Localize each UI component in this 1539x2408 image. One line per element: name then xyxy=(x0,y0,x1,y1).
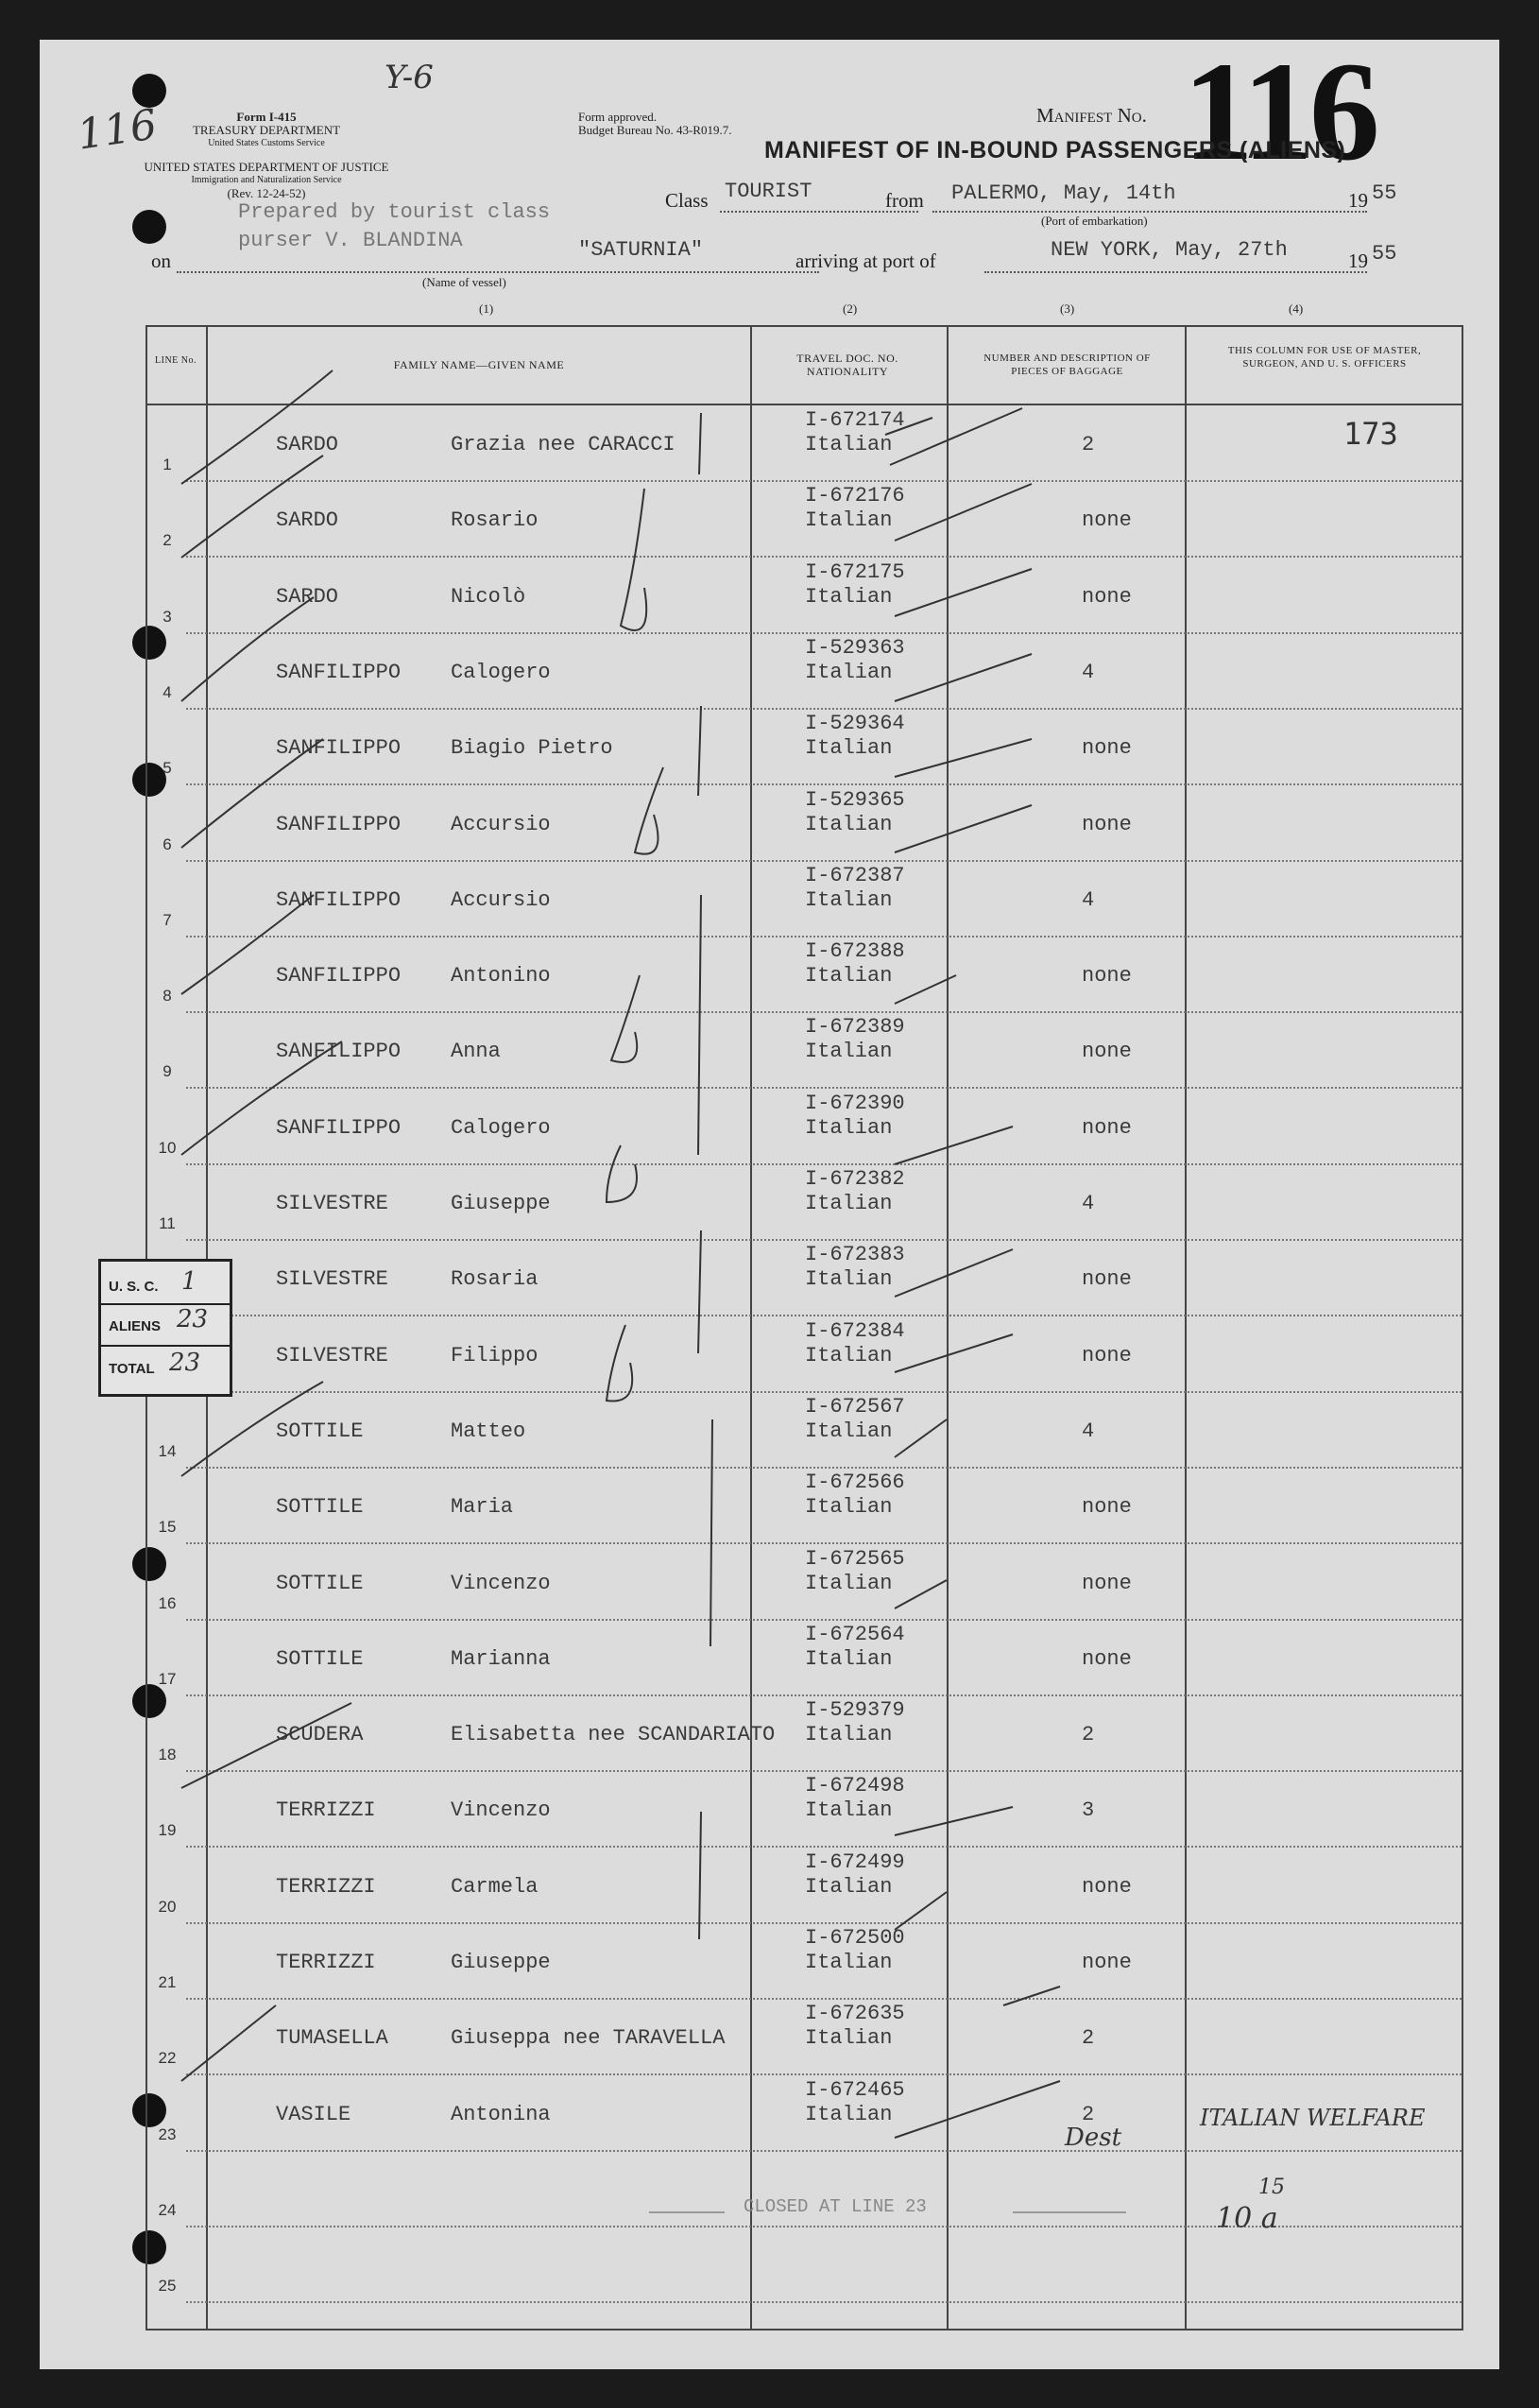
given-name: Anna xyxy=(451,1040,501,1064)
binder-hole xyxy=(132,210,166,244)
travel-doc xyxy=(805,1850,905,1900)
given-name: Marianna xyxy=(451,1646,551,1671)
baggage-count: 2 xyxy=(1082,2026,1095,2051)
given-name: Accursio xyxy=(451,887,551,912)
corner-page-number: 116 xyxy=(74,100,161,160)
year-prefix-2: 19 xyxy=(1348,249,1368,272)
baggage-count: none xyxy=(1082,812,1132,836)
col-num-3: (3) xyxy=(1060,301,1075,316)
doc-number: I-672564 xyxy=(805,1622,905,1646)
nationality: Italian xyxy=(805,1951,893,1974)
closed-note: CLOSED AT LINE 23 xyxy=(744,2196,927,2217)
nationality: Italian xyxy=(805,1646,893,1671)
doj-label: UNITED STATES DEPARTMENT OF JUSTICE xyxy=(144,160,389,174)
given-name: Grazia nee CARACCI xyxy=(451,433,675,456)
line-number: 4 xyxy=(162,682,172,701)
prepared-by: Prepared by tourist class xyxy=(238,200,551,224)
line-number: 25 xyxy=(158,2277,177,2296)
usc-label: U. S. C. xyxy=(109,1279,159,1295)
line-number: 15 xyxy=(158,1518,177,1537)
family-name: TERRIZZI xyxy=(276,1951,376,1974)
family-name: SARDO xyxy=(276,508,339,533)
nationality: Italian xyxy=(805,2102,893,2126)
aliens-count-stamp xyxy=(98,1259,232,1397)
closed-dash-left xyxy=(649,2211,725,2213)
line-number: 23 xyxy=(158,2124,177,2143)
travel-doc xyxy=(805,1395,905,1444)
line-number: 22 xyxy=(158,2049,177,2068)
travel-doc xyxy=(805,2002,905,2051)
doc-number: I-529363 xyxy=(805,635,905,660)
nationality: Italian xyxy=(805,1495,893,1520)
given-name: Maria xyxy=(451,1495,514,1520)
baggage-count: none xyxy=(1082,1874,1132,1899)
family-name: SANFILIPPO xyxy=(276,660,402,684)
baggage-count: 4 xyxy=(1082,887,1095,912)
baggage-count: none xyxy=(1082,508,1132,533)
travel-doc xyxy=(805,1471,905,1520)
doc-number: I-672383 xyxy=(805,1243,905,1267)
doc-number: I-672500 xyxy=(805,1926,905,1950)
nationality: Italian xyxy=(805,584,893,609)
year-prefix-1: 19 xyxy=(1348,189,1368,212)
binder-hole xyxy=(132,2230,166,2264)
nationality: Italian xyxy=(805,1571,893,1595)
baggage-count: none xyxy=(1082,736,1132,761)
baggage-count: none xyxy=(1082,1343,1132,1367)
arriving-label: arriving at port of xyxy=(795,249,936,272)
family-name: VASILE xyxy=(276,2102,351,2126)
table-row xyxy=(162,482,1462,558)
aliens-label: ALIENS xyxy=(109,1318,162,1334)
from-value: PALERMO, May, 14th xyxy=(951,181,1176,205)
bottom-number: 10 a xyxy=(1216,2202,1278,2235)
travel-doc xyxy=(805,1092,905,1141)
doc-number: I-672176 xyxy=(805,484,905,508)
total-value: 23 xyxy=(169,1349,201,1377)
line-number: 20 xyxy=(158,1897,177,1916)
approval-block xyxy=(578,111,731,137)
baggage-count: 2 xyxy=(1082,2102,1095,2126)
travel-doc xyxy=(805,1547,905,1596)
nationality: Italian xyxy=(805,1874,893,1899)
port-embarkation-label: (Port of embarkation) xyxy=(1041,214,1148,228)
travel-doc xyxy=(805,864,905,913)
given-name: Filippo xyxy=(451,1343,539,1367)
given-name: Accursio xyxy=(451,812,551,836)
baggage-count: none xyxy=(1082,1267,1132,1292)
nationality: Italian xyxy=(805,433,893,456)
line-number: 14 xyxy=(158,1441,177,1460)
binder-hole xyxy=(132,1547,166,1581)
aliens-value: 23 xyxy=(177,1305,209,1333)
table-row xyxy=(158,1772,1462,1848)
baggage-count: none xyxy=(1082,1115,1132,1140)
bottom-number-sup: 15 xyxy=(1258,2176,1285,2199)
baggage-count: none xyxy=(1082,1646,1132,1671)
col-num-1: (1) xyxy=(479,301,494,316)
doc-number: I-672390 xyxy=(805,1091,905,1115)
family-name: SANFILIPPO xyxy=(276,887,402,912)
family-name: SILVESTRE xyxy=(276,1267,388,1292)
baggage-count: 4 xyxy=(1082,1192,1095,1215)
table-row xyxy=(162,937,1462,1013)
line-number: 11 xyxy=(159,1214,176,1232)
given-name: Elisabetta nee SCANDARIATO xyxy=(451,1723,776,1747)
family-name: SARDO xyxy=(276,433,339,456)
total-label: TOTAL xyxy=(109,1361,155,1377)
given-name: Carmela xyxy=(451,1874,539,1899)
class-label: Class xyxy=(665,189,709,212)
table-row xyxy=(186,1317,1462,1393)
table-row xyxy=(158,1393,1462,1469)
family-name: TERRIZZI xyxy=(276,1798,376,1823)
table-bottom-rule xyxy=(145,2329,1463,2331)
table-row xyxy=(162,406,1462,482)
line-number: 3 xyxy=(162,607,172,626)
baggage-count: none xyxy=(1082,1571,1132,1595)
doc-number: I-672566 xyxy=(805,1471,905,1495)
nationality: Italian xyxy=(805,1267,893,1292)
purser-name: purser V. BLANDINA xyxy=(238,229,463,252)
given-name: Vincenzo xyxy=(451,1798,551,1823)
line-number: 1 xyxy=(162,456,172,473)
travel-doc xyxy=(805,1623,905,1672)
doc-number: I-672387 xyxy=(805,863,905,887)
doc-number: I-672498 xyxy=(805,1774,905,1798)
nationality: Italian xyxy=(805,1419,893,1443)
baggage-count: none xyxy=(1082,1040,1132,1064)
stamp-divider xyxy=(101,1345,230,1347)
manifest-no-label: Manifest No. xyxy=(1036,104,1147,127)
doc-number: I-672388 xyxy=(805,939,905,964)
line-number: 5 xyxy=(162,759,172,778)
table-row xyxy=(162,634,1462,710)
form-id-block xyxy=(144,111,389,150)
nationality: Italian xyxy=(805,812,893,836)
table-row xyxy=(158,2227,1462,2303)
travel-doc xyxy=(805,560,905,610)
baggage-count: 4 xyxy=(1082,660,1095,684)
table-row xyxy=(158,1090,1462,1165)
given-name: Giuseppa nee TARAVELLA xyxy=(451,2026,726,2051)
table-row xyxy=(162,862,1462,937)
arriving-dots xyxy=(984,271,1367,273)
travel-doc xyxy=(805,939,905,989)
travel-doc xyxy=(805,1015,905,1064)
doc-number: I-529379 xyxy=(805,1698,905,1723)
row-rule xyxy=(186,2301,1462,2303)
table-row xyxy=(158,1849,1462,1924)
line-number: 17 xyxy=(158,1669,177,1688)
col-header-line: LINE No. xyxy=(155,355,197,366)
nationality: Italian xyxy=(805,736,893,761)
table-row xyxy=(158,1696,1462,1772)
travel-doc xyxy=(805,2078,905,2127)
col-header-name: FAMILY NAME—GIVEN NAME xyxy=(393,358,565,371)
nationality: Italian xyxy=(805,660,893,684)
table-row xyxy=(162,786,1462,862)
family-name: SANFILIPPO xyxy=(276,736,402,761)
doc-number: I-672384 xyxy=(805,1318,905,1343)
nationality: Italian xyxy=(805,2026,893,2051)
year-2: 55 xyxy=(1372,242,1397,266)
given-name: Giuseppe xyxy=(451,1192,551,1215)
table-row xyxy=(158,2000,1462,2075)
from-dots xyxy=(932,211,1367,213)
manifest-number-stamp: 116 xyxy=(1183,33,1377,190)
doc-number: I-672499 xyxy=(805,1849,905,1874)
line-number: 8 xyxy=(162,987,172,1006)
travel-doc xyxy=(805,1243,905,1292)
family-name: SANFILIPPO xyxy=(276,812,402,836)
doc-number: I-672174 xyxy=(805,408,905,432)
doc-number: I-672567 xyxy=(805,1394,905,1419)
nationality: Italian xyxy=(805,1115,893,1140)
class-value: TOURIST xyxy=(725,180,812,203)
baggage-count: none xyxy=(1082,964,1132,989)
given-name: Rosaria xyxy=(451,1267,539,1292)
nationality: Italian xyxy=(805,1723,893,1747)
binder-hole xyxy=(132,1684,166,1718)
manifest-title: MANIFEST OF IN-BOUND PASSENGERS (ALIENS) xyxy=(764,137,1346,163)
given-name: Calogero xyxy=(451,1115,551,1140)
nationality: Italian xyxy=(805,1343,893,1367)
travel-doc xyxy=(805,1774,905,1823)
family-name: SARDO xyxy=(276,584,339,609)
treasury-dept: TREASURY DEPARTMENT xyxy=(192,123,341,137)
doc-number: I-672565 xyxy=(805,1546,905,1571)
travel-doc xyxy=(805,1698,905,1747)
baggage-count: none xyxy=(1082,584,1132,609)
family-name: SANFILIPPO xyxy=(276,1115,402,1140)
binder-hole xyxy=(132,2093,166,2127)
family-name: SOTTILE xyxy=(276,1495,364,1520)
doc-number: I-529364 xyxy=(805,712,905,736)
travel-doc xyxy=(805,788,905,837)
baggage-count: none xyxy=(1082,1951,1132,1974)
nationality: Italian xyxy=(805,1798,893,1823)
vessel-name: "SATURNIA" xyxy=(578,238,704,262)
family-name: SOTTILE xyxy=(276,1571,364,1595)
baggage-count: 3 xyxy=(1082,1798,1095,1823)
table-row xyxy=(162,1013,1462,1089)
given-name: Rosario xyxy=(451,508,539,533)
travel-doc xyxy=(805,1926,905,1975)
nationality: Italian xyxy=(805,1192,893,1215)
col-num-2: (2) xyxy=(843,301,858,316)
family-name: SILVESTRE xyxy=(276,1343,388,1367)
line-number: 6 xyxy=(162,834,172,853)
officer-note: 173 xyxy=(1343,416,1398,452)
given-name: Biagio Pietro xyxy=(451,736,613,761)
given-name: Giuseppe xyxy=(451,1951,551,1974)
col-num-4: (4) xyxy=(1289,301,1304,316)
family-name: SOTTILE xyxy=(276,1419,364,1443)
family-name: SCUDERA xyxy=(276,1723,364,1747)
doc-number: I-672382 xyxy=(805,1167,905,1191)
baggage-count: none xyxy=(1082,1495,1132,1520)
line-number: 10 xyxy=(158,1138,177,1157)
doc-number: I-672175 xyxy=(805,559,905,584)
table-row xyxy=(159,1165,1462,1241)
col-header-baggage: NUMBER AND DESCRIPTION OF PIECES OF BAGGAGE xyxy=(983,353,1151,377)
line-number: 18 xyxy=(158,1746,177,1764)
binder-hole xyxy=(132,626,166,660)
table-row xyxy=(158,1924,1462,2000)
line-number: 2 xyxy=(162,531,172,550)
table-row xyxy=(162,559,1462,634)
baggage-count: 4 xyxy=(1082,1419,1095,1443)
manifest-page xyxy=(40,33,1499,2369)
baggage-count: 2 xyxy=(1082,433,1095,456)
family-name: SANFILIPPO xyxy=(276,1040,402,1064)
family-name: TUMASELLA xyxy=(276,2026,388,2051)
table-row xyxy=(158,1621,1462,1696)
line-number: 21 xyxy=(158,1973,177,1991)
col-header-officers: THIS COLUMN FOR USE OF MASTER, SURGEON, AND U. S. OFFICERS xyxy=(1227,345,1422,370)
doc-number: I-529365 xyxy=(805,787,905,812)
nationality: Italian xyxy=(805,508,893,533)
family-name: TERRIZZI xyxy=(276,1874,376,1899)
line-number: 9 xyxy=(162,1062,172,1081)
welfare-note: ITALIAN WELFARE xyxy=(1200,2105,1426,2131)
doj-block xyxy=(144,161,389,200)
on-label: on xyxy=(151,249,171,272)
given-name: Vincenzo xyxy=(451,1571,551,1595)
travel-doc xyxy=(805,1319,905,1368)
line-number: 16 xyxy=(158,1593,177,1612)
year-1: 55 xyxy=(1372,181,1397,205)
nationality: Italian xyxy=(805,964,893,989)
ins-label: Immigration and Naturalization Service xyxy=(191,175,342,185)
form-number: Form I-415 xyxy=(236,110,297,124)
travel-doc xyxy=(805,1167,905,1216)
closed-dash-right xyxy=(1013,2211,1126,2213)
col-header-doc: TRAVEL DOC. NO. NATIONALITY xyxy=(796,352,898,378)
row23-note: Dest xyxy=(1065,2124,1122,2152)
baggage-count: 2 xyxy=(1082,1723,1095,1747)
family-name: SILVESTRE xyxy=(276,1192,388,1215)
budget-bureau: Budget Bureau No. 43-R019.7. xyxy=(578,123,732,137)
doc-number: I-672389 xyxy=(805,1015,905,1040)
table-row xyxy=(162,710,1462,785)
nationality: Italian xyxy=(805,887,893,912)
given-name: Nicolò xyxy=(451,584,526,609)
travel-doc xyxy=(805,408,905,457)
line-number: 19 xyxy=(158,1821,177,1840)
arriving-value: NEW YORK, May, 27th xyxy=(1051,238,1288,262)
travel-doc xyxy=(805,636,905,685)
travel-doc xyxy=(805,484,905,533)
travel-doc xyxy=(805,712,905,761)
family-name: SOTTILE xyxy=(276,1646,364,1671)
given-name: Matteo xyxy=(451,1419,526,1443)
customs-service: United States Customs Service xyxy=(208,138,325,148)
doc-number: I-672635 xyxy=(805,2002,905,2026)
table-right-rule xyxy=(1462,325,1463,2329)
table-top-rule xyxy=(145,325,1463,327)
table-row xyxy=(186,1241,1462,1316)
given-name: Antonino xyxy=(451,964,551,989)
from-label: from xyxy=(885,189,924,212)
table-row xyxy=(158,1545,1462,1621)
header-bottom-rule xyxy=(145,404,1463,405)
vessel-name-label: (Name of vessel) xyxy=(422,275,506,289)
line-number: 24 xyxy=(158,2200,177,2219)
rev-date: (Rev. 12-24-52) xyxy=(227,186,306,200)
vessel-dots xyxy=(177,271,819,273)
given-name: Antonina xyxy=(451,2102,551,2126)
doc-number: I-672465 xyxy=(805,2077,905,2102)
nationality: Italian xyxy=(805,1040,893,1064)
given-name: Calogero xyxy=(451,660,551,684)
form-approved: Form approved. xyxy=(578,110,658,124)
top-marks: Y-6 xyxy=(385,59,434,96)
family-name: SANFILIPPO xyxy=(276,964,402,989)
line-number: 7 xyxy=(162,910,172,929)
usc-value: 1 xyxy=(181,1267,197,1296)
table-row xyxy=(158,1469,1462,1544)
stamp-divider xyxy=(101,1303,230,1305)
